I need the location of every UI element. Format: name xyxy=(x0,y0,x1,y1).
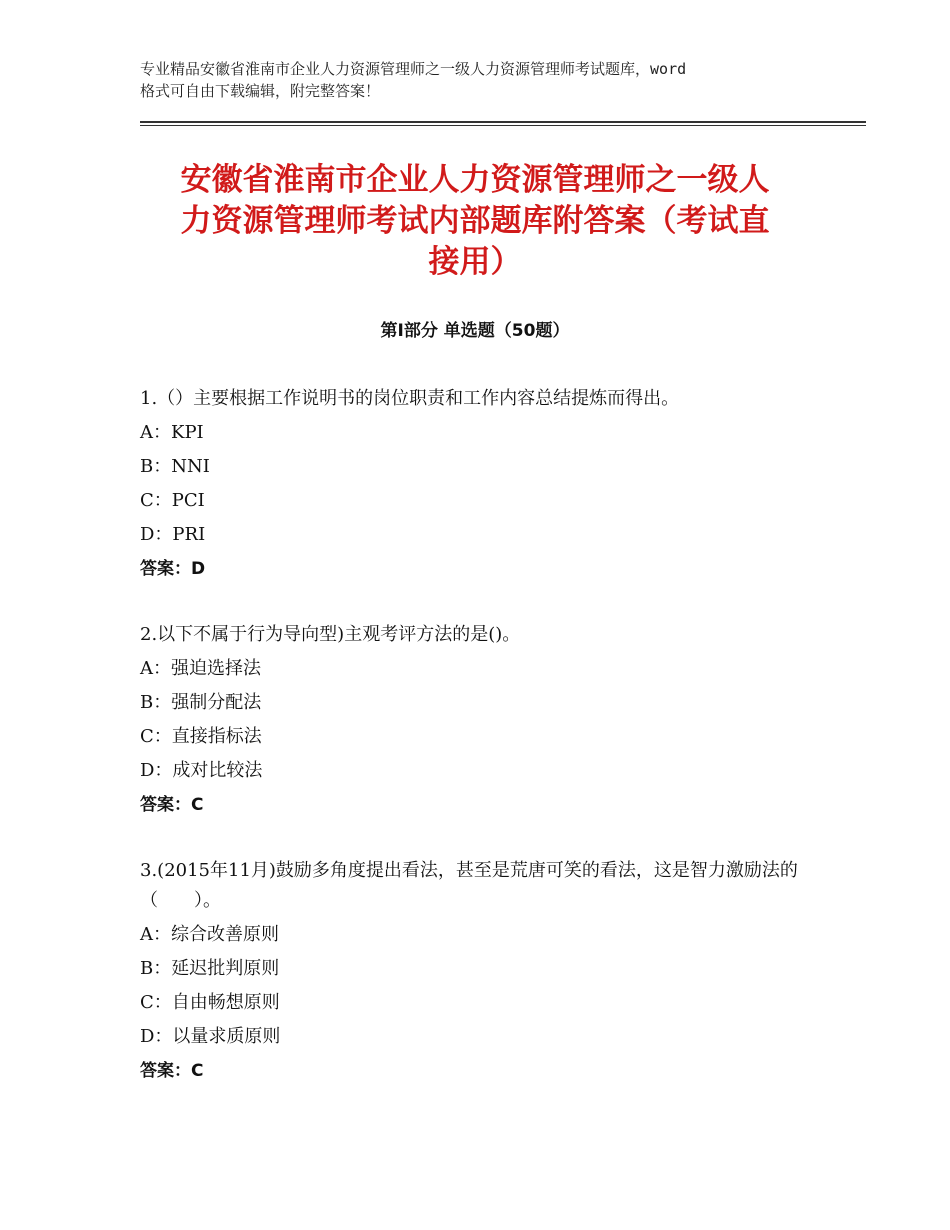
header-divider-thick xyxy=(140,121,866,123)
option-a: A：综合改善原则 xyxy=(140,924,279,945)
option-d: D：PRI xyxy=(140,524,206,545)
question-text: 1.（）主要根据工作说明书的岗位职责和工作内容总结提炼而得出。 xyxy=(140,388,680,409)
title-line-3: 接用） xyxy=(428,244,522,280)
option-a: A：KPI xyxy=(140,422,204,443)
question-3 xyxy=(140,856,820,1088)
option-b: B：强制分配法 xyxy=(140,692,262,713)
option-c: C：直接指标法 xyxy=(140,726,262,747)
answer: 答案：D xyxy=(140,559,206,579)
option-b: B：NNI xyxy=(140,456,210,477)
option-c: C：自由畅想原则 xyxy=(140,992,280,1013)
title-line-2: 力资源管理师考试内部题库附答案（考试直 xyxy=(180,203,770,239)
section-heading: 第Ⅰ部分 单选题（50题） xyxy=(380,321,570,341)
option-a: A：强迫选择法 xyxy=(140,658,261,679)
header-divider-thin xyxy=(140,125,866,126)
answer: 答案：C xyxy=(140,1061,204,1081)
question-text: 3.(2015年11月)鼓励多角度提出看法，甚至是荒唐可笑的看法，这是智力激励法的（ ）。 xyxy=(140,860,798,911)
header-line-1: 专业精品安徽省淮南市企业人力资源管理师之一级人力资源管理师考试题库，word xyxy=(140,60,687,78)
question-text: 2.以下不属于行为导向型)主观考评方法的是()。 xyxy=(140,624,521,645)
option-d: D：成对比较法 xyxy=(140,760,263,781)
option-d: D：以量求质原则 xyxy=(140,1026,281,1047)
question-1 xyxy=(140,384,820,586)
answer: 答案：C xyxy=(140,795,204,815)
option-c: C：PCI xyxy=(140,490,205,511)
document-header xyxy=(140,58,820,102)
title-line-1: 安徽省淮南市企业人力资源管理师之一级人 xyxy=(180,162,770,198)
question-2 xyxy=(140,620,820,822)
question-list xyxy=(140,384,820,1122)
document-title xyxy=(120,160,830,283)
header-line-2: 格式可自由下载编辑，附完整答案！ xyxy=(140,82,381,100)
option-b: B：延迟批判原则 xyxy=(140,958,280,979)
